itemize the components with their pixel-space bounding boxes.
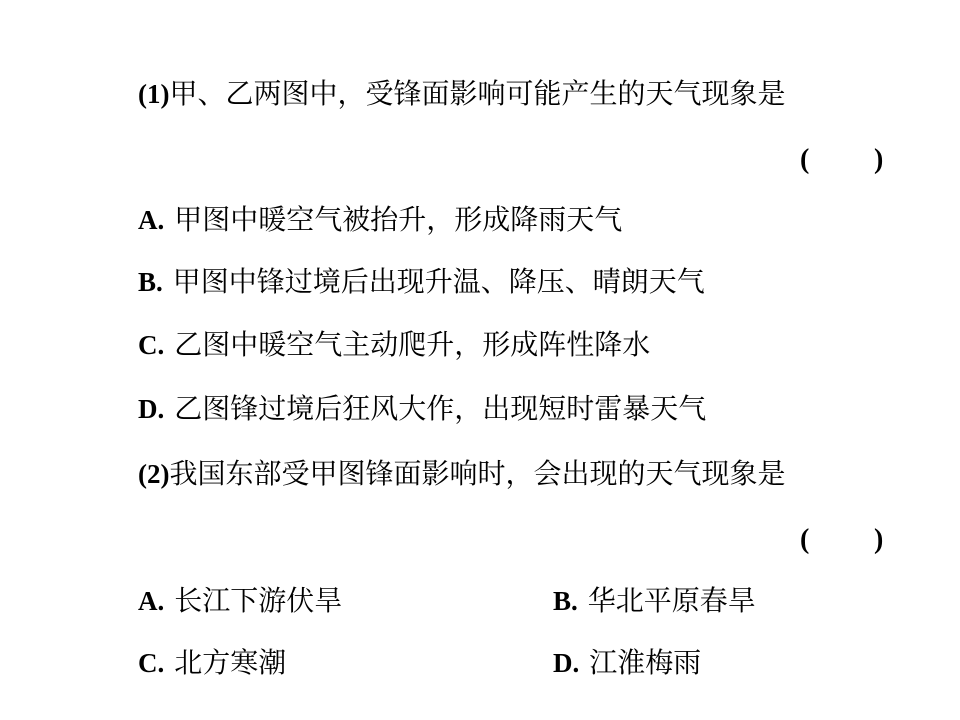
question-1-option-a[interactable]: [138, 202, 622, 238]
option-text: 乙图中暖空气主动爬升，形成阵性降水: [174, 328, 651, 361]
option-letter: A: [138, 205, 158, 235]
option-separator: .: [572, 648, 580, 678]
question-1-option-d[interactable]: [138, 391, 706, 427]
option-letter: D: [138, 394, 158, 424]
option-letter: B: [553, 586, 572, 616]
option-separator: .: [571, 586, 578, 616]
option-separator: .: [156, 267, 163, 297]
option-text: 华北平原春旱: [587, 584, 756, 617]
question-2-option-b[interactable]: [553, 583, 756, 619]
question-1-option-b[interactable]: [138, 264, 705, 300]
option-separator: .: [157, 648, 165, 678]
option-separator: .: [157, 330, 165, 360]
question-2-option-a[interactable]: [138, 583, 342, 619]
question-2-stem-line: [138, 456, 786, 492]
question-1-close-paren: ): [874, 144, 884, 175]
question-1-option-c[interactable]: [138, 327, 650, 363]
option-separator: .: [157, 394, 165, 424]
question-2-option-d[interactable]: [553, 645, 701, 681]
option-text: 北方寒潮: [174, 646, 287, 679]
question-1-stem-line: [138, 76, 786, 112]
question-2-option-c[interactable]: [138, 645, 286, 681]
option-letter: D: [553, 648, 573, 678]
option-letter: C: [138, 648, 158, 678]
option-text: 甲图中锋过境后出现升温、降压、晴朗天气: [172, 265, 705, 298]
question-2-close-paren: ): [874, 524, 884, 555]
option-text: 长江下游伏旱: [174, 584, 343, 617]
option-separator: .: [157, 205, 165, 235]
option-text: 江淮梅雨: [589, 646, 702, 679]
question-2-stem: 我国东部受甲图锋面影响时，会出现的天气现象是: [169, 457, 786, 490]
question-1-stem: 甲、乙两图中，受锋面影响可能产生的天气现象是: [169, 77, 786, 110]
question-2-number: (2): [138, 459, 170, 489]
question-2-open-paren: (: [800, 524, 810, 555]
option-text: 乙图锋过境后狂风大作，出现短时雷暴天气: [174, 392, 707, 425]
option-letter: B: [138, 267, 157, 297]
option-separator: .: [157, 586, 165, 616]
option-letter: C: [138, 330, 158, 360]
question-1-number: (1): [138, 79, 170, 109]
option-text: 甲图中暖空气被抬升，形成降雨天气: [174, 203, 623, 236]
option-letter: A: [138, 586, 158, 616]
question-1-open-paren: (: [800, 144, 810, 175]
